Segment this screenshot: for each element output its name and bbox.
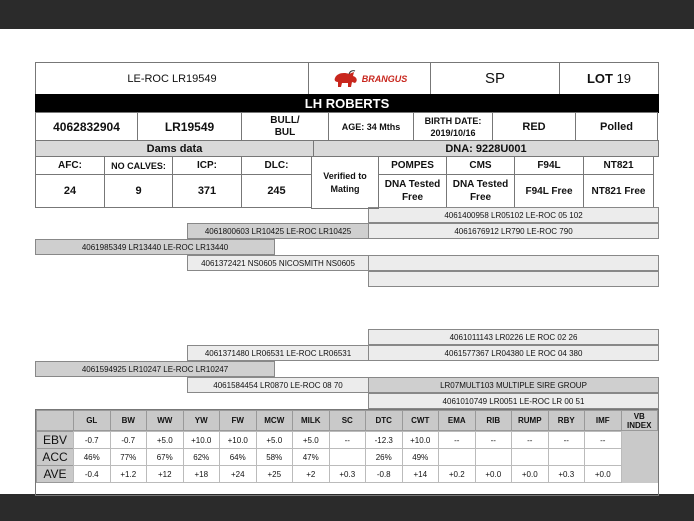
ebv-value: -0.4 (73, 465, 111, 483)
ebv-header-yw: YW (183, 410, 221, 431)
ebv-value (329, 448, 367, 466)
ebv-value: 58% (256, 448, 294, 466)
pedigree-ancestor: 4061011143 LR0226 LE ROC 02 26 (368, 329, 659, 345)
ebv-value (511, 448, 549, 466)
nt821-label: NT821 (583, 156, 654, 175)
ebv-value: +5.0 (256, 431, 294, 449)
ebv-value (548, 448, 586, 466)
pedigree-ancestor: 4061010749 LR0051 LE-ROC LR 00 51 (368, 393, 659, 409)
ebv-value: +5.0 (146, 431, 184, 449)
ebv-value: 47% (292, 448, 330, 466)
breeder-name: LH ROBERTS (35, 94, 659, 113)
ebv-value: +24 (219, 465, 257, 483)
lot-sheet-page (0, 29, 694, 494)
ebv-header-milk: MILK (292, 410, 330, 431)
ebv-value: +14 (402, 465, 440, 483)
ebv-value: +0.0 (475, 465, 513, 483)
ebv-corner (36, 410, 74, 431)
dlc-label: DLC: (241, 156, 312, 175)
ebv-row-label: ACC (36, 448, 74, 466)
ebv-header-ww: WW (146, 410, 184, 431)
ebv-header-imf: IMF (584, 410, 622, 431)
brangus-logo-text: BRANGUS (361, 73, 408, 84)
ebv-header-fw: FW (219, 410, 257, 431)
ebv-value: 49% (402, 448, 440, 466)
ebv-value: +0.3 (329, 465, 367, 483)
ebv-value: -12.3 (365, 431, 403, 449)
ebv-value: +0.2 (438, 465, 476, 483)
ebv-value: -- (511, 431, 549, 449)
ebv-row-label: EBV (36, 431, 74, 449)
pedigree-ancestor: 4061584454 LR0870 LE-ROC 08 70 (187, 377, 369, 393)
bull-icon (332, 69, 360, 89)
ebv-header-dtc: DTC (365, 410, 403, 431)
ebv-header-rby: RBY (548, 410, 586, 431)
ebv-header-gl: GL (73, 410, 111, 431)
pompes-value: DNA Tested Free (378, 174, 447, 208)
afc-label: AFC: (35, 156, 105, 175)
ebv-row-label: AVE (36, 465, 74, 483)
pedigree-ancestor: 4061400958 LR05102 LE-ROC 05 102 (368, 207, 659, 223)
ebv-header-rump: RUMP (511, 410, 549, 431)
birth-date-value: 2019/10/16 (430, 127, 476, 138)
ebv-value: -0.7 (110, 431, 148, 449)
ebv-value: +1.2 (110, 465, 148, 483)
f94l-value: F94L Free (514, 174, 584, 208)
ebv-value: +10.0 (219, 431, 257, 449)
ebv-value: -0.7 (73, 431, 111, 449)
no-calves-label: NO CALVES: (104, 156, 173, 175)
lot-label: LOT (586, 71, 613, 86)
ebv-header-mcw: MCW (256, 410, 294, 431)
ebv-value: +5.0 (292, 431, 330, 449)
icp-label: ICP: (172, 156, 242, 175)
ebv-header-bw: BW (110, 410, 148, 431)
ebv-value: +25 (256, 465, 294, 483)
brangus-logo (308, 62, 431, 95)
ebv-value: +18 (183, 465, 221, 483)
birth-date (413, 112, 493, 141)
ebv-value: 67% (146, 448, 184, 466)
herd-id: LR19549 (137, 112, 242, 141)
pedigree-ancestor: 4061594925 LR10247 LE-ROC LR10247 (35, 361, 275, 377)
cms-value: DNA Tested Free (446, 174, 515, 208)
ebv-value: -- (329, 431, 367, 449)
ebv-value: +10.0 (402, 431, 440, 449)
dlc-value: 245 (241, 174, 312, 208)
lot-value: 19 (616, 71, 632, 86)
ebv-value (438, 448, 476, 466)
pedigree-ancestor: 4061372421 NS0605 NICOSMITH NS0605 (187, 255, 369, 271)
ebv-value: +0.3 (548, 465, 586, 483)
ebv-value: 64% (219, 448, 257, 466)
ebv-value: +0.0 (584, 465, 622, 483)
verified-to-mating: Verified to Mating (311, 156, 379, 209)
age: AGE: 34 Mths (328, 112, 414, 141)
animal-name: LE-ROC LR19549 (35, 62, 309, 95)
ebv-value (475, 448, 513, 466)
cms-label: CMS (446, 156, 515, 175)
afc-value: 24 (35, 174, 105, 208)
ebv-value: -- (475, 431, 513, 449)
ebv-value: +2 (292, 465, 330, 483)
ebv-value: -- (438, 431, 476, 449)
f94l-label: F94L (514, 156, 584, 175)
ebv-value: 77% (110, 448, 148, 466)
pedigree-ancestor: 4061800603 LR10425 LE-ROC LR10425 (187, 223, 369, 239)
ebv-value: 26% (365, 448, 403, 466)
ebv-value: 46% (73, 448, 111, 466)
pedigree-ancestor: 4061577367 LR04380 LE ROC 04 380 (368, 345, 659, 361)
ebv-header-cwt: CWT (402, 410, 440, 431)
ebv-value: +0.0 (511, 465, 549, 483)
ebv-value: +10.0 (183, 431, 221, 449)
pedigree-empty (368, 271, 659, 287)
pedigree-ancestor: 4061985349 LR13440 LE-ROC LR13440 (35, 239, 275, 255)
nt821-value: NT821 Free (583, 174, 654, 208)
icp-value: 371 (172, 174, 242, 208)
dna-number: DNA: 9228U001 (313, 140, 659, 157)
no-calves-value: 9 (104, 174, 173, 208)
pedigree-ancestor: 4061371480 LR06531 LE-ROC LR06531 (187, 345, 369, 361)
polled: Polled (575, 112, 658, 141)
ebv-value (584, 448, 622, 466)
ebv-value: -- (548, 431, 586, 449)
pedigree-ancestor: 4061676912 LR790 LE-ROC 790 (368, 223, 659, 239)
ebv-value: -0.8 (365, 465, 403, 483)
pompes-label: POMPES (378, 156, 447, 175)
ebv-table (35, 409, 659, 496)
ebv-value: +12 (146, 465, 184, 483)
pedigree-ancestor: LR07MULT103 MULTIPLE SIRE GROUP (368, 377, 659, 393)
ebv-header-rib: RIB (475, 410, 513, 431)
ebv-header-vb-index: VB INDEX (621, 410, 659, 431)
birth-date-label: BIRTH DATE: (424, 115, 482, 126)
id-number: 4062832904 (35, 112, 138, 141)
ebv-header-sc: SC (329, 410, 367, 431)
lot-number (559, 62, 659, 95)
ebv-header-ema: EMA (438, 410, 476, 431)
dams-data-title: Dams data (35, 140, 314, 157)
ebv-value: -- (584, 431, 622, 449)
color: RED (492, 112, 576, 141)
sex-code: SP (430, 62, 560, 95)
sex: BULL/ BUL (241, 112, 329, 141)
pedigree-empty (368, 255, 659, 271)
ebv-value: 62% (183, 448, 221, 466)
